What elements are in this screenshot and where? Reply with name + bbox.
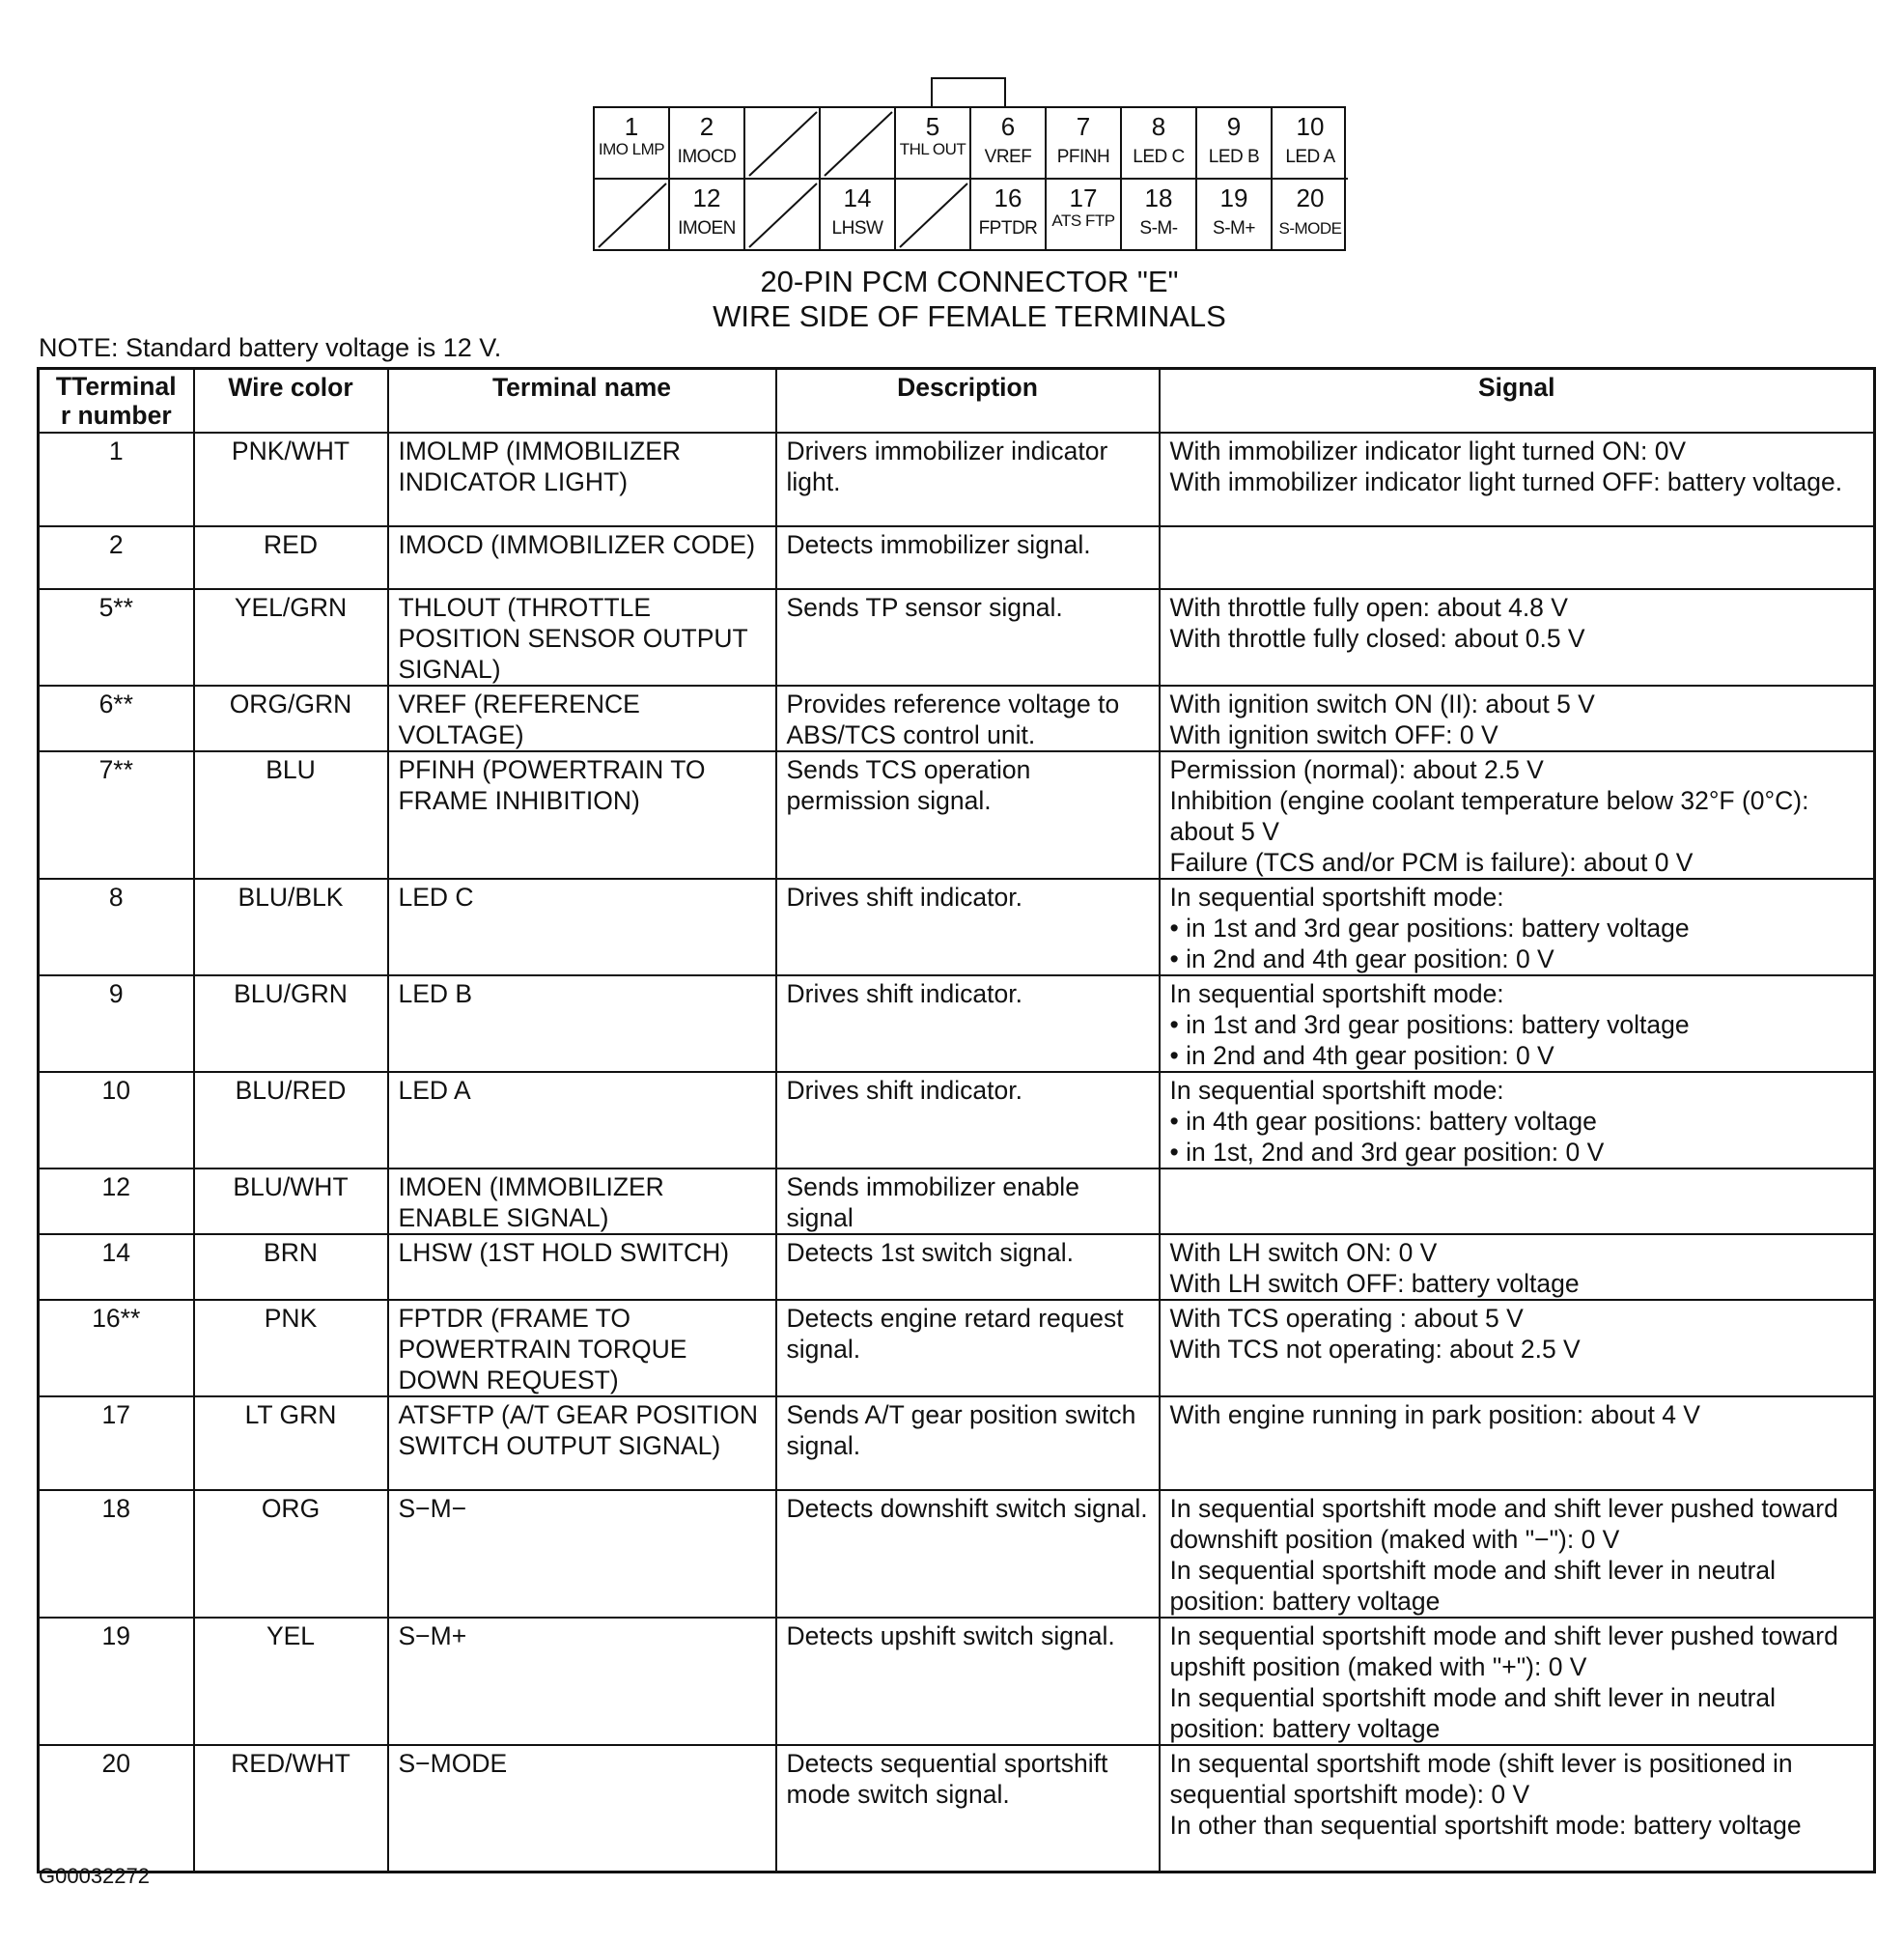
terminal-name-cell: S−MODE	[388, 1745, 776, 1872]
wire-color-cell: YEL	[194, 1618, 388, 1745]
pin-number: 18	[1144, 183, 1173, 212]
pin-number: 20	[1296, 183, 1325, 212]
signal-line: With LH switch OFF: battery voltage	[1169, 1269, 1580, 1298]
terminal-number-cell: 12	[39, 1169, 194, 1234]
signal-cell	[1160, 1072, 1875, 1169]
description-cell: Sends immobilizer enable signal	[776, 1169, 1160, 1234]
signal-line: In sequential sportshift mode:	[1169, 979, 1504, 1008]
table-row	[39, 751, 1875, 879]
connector-pin-blank	[821, 108, 896, 180]
wire-color-cell: BLU	[194, 751, 388, 879]
header-terminal-name: Terminal name	[388, 369, 776, 434]
terminal-name-cell: IMOLMP (IMMOBILIZER INDICATOR LIGHT)	[388, 433, 776, 526]
pin-label: IMOCD	[677, 147, 737, 167]
terminal-name-cell: S−M+	[388, 1618, 776, 1745]
pin-label: THL OUT	[899, 140, 966, 158]
signal-line: With engine running in park position: about 4 V	[1169, 1400, 1700, 1429]
slash-line	[749, 112, 817, 176]
signal-cell	[1160, 1396, 1875, 1490]
signal-line: Permission (normal): about 2.5 V	[1169, 755, 1544, 784]
pin-label: VREF	[984, 147, 1032, 167]
terminal-table	[37, 367, 1876, 1873]
connector-pin	[1047, 180, 1122, 251]
terminal-number-cell: 20	[39, 1745, 194, 1872]
description-cell: Detects engine retard request signal.	[776, 1300, 1160, 1396]
signal-line: With TCS operating : about 5 V	[1169, 1304, 1524, 1333]
terminal-number-cell: 10	[39, 1072, 194, 1169]
signal-line: • in 2nd and 4th gear position: 0 V	[1169, 1041, 1554, 1070]
pin-label: S-MODE	[1278, 219, 1342, 238]
table-row	[39, 526, 1875, 589]
signal-line: • in 1st, 2nd and 3rd gear position: 0 V	[1169, 1138, 1605, 1167]
signal-cell	[1160, 589, 1875, 686]
pin-label: PFINH	[1056, 147, 1110, 167]
blank-pin-slash	[745, 180, 821, 251]
figure-code: G00032272	[39, 1864, 150, 1888]
connector-pin-blank	[595, 180, 670, 251]
pin-number: 7	[1076, 112, 1091, 141]
terminal-number-cell: 1	[39, 433, 194, 526]
pin-label: S-M+	[1213, 218, 1255, 239]
wire-color-cell: LT GRN	[194, 1396, 388, 1490]
connector-latch	[931, 77, 1006, 108]
pin-number: 5	[925, 112, 940, 141]
terminal-name-cell: LHSW (1ST HOLD SWITCH)	[388, 1234, 776, 1300]
connector-pin	[971, 108, 1047, 180]
signal-line: With immobilizer indicator light turned ON: 0V	[1169, 436, 1687, 465]
signal-cell	[1160, 686, 1875, 751]
pin-number: 14	[843, 183, 872, 212]
table-row	[39, 589, 1875, 686]
table-row	[39, 433, 1875, 526]
terminal-number-cell: 5**	[39, 589, 194, 686]
connector-pin	[821, 180, 896, 251]
terminal-number-cell: 8	[39, 879, 194, 975]
connector-pin-blank	[896, 180, 971, 251]
table-row	[39, 1234, 1875, 1300]
signal-line: • in 1st and 3rd gear positions: battery voltage	[1169, 1010, 1690, 1039]
pin-number: 6	[1000, 112, 1016, 141]
connector-diagram	[593, 106, 1346, 251]
terminal-name-cell: IMOEN (IMMOBILIZER ENABLE SIGNAL)	[388, 1169, 776, 1234]
pin-number: 19	[1219, 183, 1248, 212]
pin-label: IMOEN	[678, 218, 736, 239]
terminal-number-cell: 16**	[39, 1300, 194, 1396]
connector-pin	[1273, 108, 1348, 180]
header-signal: Signal	[1160, 369, 1875, 434]
description-cell: Drives shift indicator.	[776, 975, 1160, 1072]
pin-number: 9	[1226, 112, 1242, 141]
connector-pin	[670, 108, 745, 180]
table-row	[39, 1618, 1875, 1745]
signal-line: With TCS not operating: about 2.5 V	[1169, 1335, 1581, 1364]
terminal-name-cell: ATSFTP (A/T GEAR POSITION SWITCH OUTPUT SIGNAL)	[388, 1396, 776, 1490]
wire-color-cell: BLU/GRN	[194, 975, 388, 1072]
pin-label: LED C	[1133, 147, 1185, 167]
signal-line: In other than sequential sportshift mode: battery voltage	[1169, 1811, 1802, 1840]
pin-label: S-M-	[1139, 218, 1178, 239]
table-row	[39, 686, 1875, 751]
signal-cell	[1160, 1490, 1875, 1618]
description-cell: Sends TP sensor signal.	[776, 589, 1160, 686]
wire-color-cell: ORG	[194, 1490, 388, 1618]
connector-pin	[1197, 180, 1273, 251]
slash-line	[900, 183, 967, 247]
wire-color-cell: ORG/GRN	[194, 686, 388, 751]
voltage-note: NOTE: Standard battery voltage is 12 V.	[39, 333, 502, 362]
terminal-number-cell: 7**	[39, 751, 194, 879]
connector-pin	[1047, 108, 1122, 180]
caption-line-1: 20-PIN PCM CONNECTOR "E"	[760, 265, 1179, 298]
blank-pin-slash	[595, 180, 670, 251]
description-cell: Drivers immobilizer indicator light.	[776, 433, 1160, 526]
signal-line: In sequential sportshift mode and shift lever pushed toward upshift position (maked with "+"): 0 V	[1169, 1621, 1838, 1681]
signal-cell	[1160, 975, 1875, 1072]
signal-cell	[1160, 1300, 1875, 1396]
signal-cell	[1160, 1745, 1875, 1872]
description-cell: Sends A/T gear position switch signal.	[776, 1396, 1160, 1490]
table-row	[39, 1396, 1875, 1490]
pin-label: IMO LMP	[598, 140, 665, 158]
description-cell: Provides reference voltage to ABS/TCS control unit.	[776, 686, 1160, 751]
description-cell: Sends TCS operation permission signal.	[776, 751, 1160, 879]
signal-line: Inhibition (engine coolant temperature below 32°F (0°C): about 5 V	[1169, 786, 1809, 846]
wire-color-cell: PNK	[194, 1300, 388, 1396]
wire-color-cell: BLU/WHT	[194, 1169, 388, 1234]
connector-caption	[593, 265, 1346, 334]
terminal-number-cell: 9	[39, 975, 194, 1072]
description-cell: Detects immobilizer signal.	[776, 526, 1160, 589]
terminal-name-cell: LED A	[388, 1072, 776, 1169]
wire-color-cell: YEL/GRN	[194, 589, 388, 686]
signal-cell	[1160, 526, 1875, 589]
connector-pin	[1197, 108, 1273, 180]
blank-pin-slash	[821, 108, 896, 180]
signal-line: In sequential sportshift mode and shift lever in neutral position: battery voltage	[1169, 1556, 1777, 1616]
terminal-number-cell: 18	[39, 1490, 194, 1618]
connector-pin	[1122, 108, 1197, 180]
terminal-name-cell: THLOUT (THROTTLE POSITION SENSOR OUTPUT SIGNAL)	[388, 589, 776, 686]
connector-pin	[896, 108, 971, 180]
signal-line: • in 2nd and 4th gear position: 0 V	[1169, 944, 1554, 973]
pin-label: LED B	[1208, 147, 1260, 167]
slash-line	[825, 112, 892, 176]
table-row	[39, 1300, 1875, 1396]
terminal-number-cell: 6**	[39, 686, 194, 751]
slash-line	[599, 183, 666, 247]
connector-pin	[971, 180, 1047, 251]
connector-pin-blank	[745, 108, 821, 180]
wire-color-cell: BLU/BLK	[194, 879, 388, 975]
slash-line	[749, 183, 817, 247]
table-row	[39, 879, 1875, 975]
pin-label: FPTDR	[978, 218, 1038, 239]
description-cell: Drives shift indicator.	[776, 1072, 1160, 1169]
header-terminal-number: TTerminal r number	[39, 369, 194, 434]
signal-cell	[1160, 1169, 1875, 1234]
signal-line: In sequental sportshift mode (shift lever is positioned in sequential sportshift mode): 0 V	[1169, 1749, 1793, 1809]
pin-label: ATS FTP	[1051, 211, 1115, 230]
table-row	[39, 975, 1875, 1072]
terminal-number-cell: 2	[39, 526, 194, 589]
terminal-name-cell: PFINH (POWERTRAIN TO FRAME INHIBITION)	[388, 751, 776, 879]
pin-number: 16	[994, 183, 1022, 212]
connector-pin-blank	[745, 180, 821, 251]
pin-number: 2	[699, 112, 714, 141]
table-header-row	[39, 369, 1875, 434]
terminal-name-cell: FPTDR (FRAME TO POWERTRAIN TORQUE DOWN REQUEST)	[388, 1300, 776, 1396]
signal-line: In sequential sportshift mode:	[1169, 1076, 1504, 1105]
pin-number: 17	[1069, 183, 1098, 212]
connector-pin	[1273, 180, 1348, 251]
header-description: Description	[776, 369, 1160, 434]
table-row	[39, 1169, 1875, 1234]
signal-cell	[1160, 751, 1875, 879]
blank-pin-slash	[745, 108, 821, 180]
pin-number: 10	[1296, 112, 1325, 141]
wire-color-cell: RED	[194, 526, 388, 589]
header-wire-color: Wire color	[194, 369, 388, 434]
connector-pin	[670, 180, 745, 251]
terminal-number-cell: 14	[39, 1234, 194, 1300]
signal-line: Failure (TCS and/or PCM is failure): about 0 V	[1169, 848, 1694, 877]
signal-line: With throttle fully closed: about 0.5 V	[1169, 624, 1585, 653]
signal-line: • in 4th gear positions: battery voltage	[1169, 1107, 1597, 1136]
terminal-number-cell: 17	[39, 1396, 194, 1490]
signal-line: With ignition switch OFF: 0 V	[1169, 720, 1498, 749]
pin-number: 1	[624, 112, 639, 141]
wire-color-cell: RED/WHT	[194, 1745, 388, 1872]
pin-label: LHSW	[831, 218, 883, 239]
signal-cell	[1160, 1234, 1875, 1300]
terminal-name-cell: LED B	[388, 975, 776, 1072]
signal-line: • in 1st and 3rd gear positions: battery voltage	[1169, 914, 1690, 943]
wire-color-cell: PNK/WHT	[194, 433, 388, 526]
connector-pin	[1122, 180, 1197, 251]
signal-line: With LH switch ON: 0 V	[1169, 1238, 1438, 1267]
connector-pin	[595, 108, 670, 180]
caption-line-2: WIRE SIDE OF FEMALE TERMINALS	[713, 299, 1226, 333]
signal-line: With ignition switch ON (II): about 5 V	[1169, 690, 1595, 718]
description-cell: Detects upshift switch signal.	[776, 1618, 1160, 1745]
table-row	[39, 1490, 1875, 1618]
pin-label: LED A	[1285, 147, 1335, 167]
signal-line: With immobilizer indicator light turned OFF: battery voltage.	[1169, 467, 1843, 496]
wire-color-cell: BLU/RED	[194, 1072, 388, 1169]
description-cell: Detects 1st switch signal.	[776, 1234, 1160, 1300]
description-cell: Detects sequential sportshift mode switch signal.	[776, 1745, 1160, 1872]
blank-pin-slash	[896, 180, 971, 251]
description-cell: Detects downshift switch signal.	[776, 1490, 1160, 1618]
signal-cell	[1160, 1618, 1875, 1745]
signal-line: In sequential sportshift mode and shift lever pushed toward downshift position (maked with "−"): 0 V	[1169, 1494, 1838, 1554]
signal-cell	[1160, 433, 1875, 526]
terminal-name-cell: S−M−	[388, 1490, 776, 1618]
signal-cell	[1160, 879, 1875, 975]
signal-line: In sequential sportshift mode:	[1169, 883, 1504, 912]
wire-color-cell: BRN	[194, 1234, 388, 1300]
table-row	[39, 1072, 1875, 1169]
pin-number: 8	[1151, 112, 1166, 141]
signal-line: With throttle fully open: about 4.8 V	[1169, 593, 1568, 622]
table-row	[39, 1745, 1875, 1872]
terminal-number-cell: 19	[39, 1618, 194, 1745]
description-cell: Drives shift indicator.	[776, 879, 1160, 975]
pin-number: 12	[692, 183, 721, 212]
terminal-name-cell: VREF (REFERENCE VOLTAGE)	[388, 686, 776, 751]
terminal-name-cell: LED C	[388, 879, 776, 975]
signal-line: In sequential sportshift mode and shift lever in neutral position: battery voltage	[1169, 1683, 1777, 1743]
terminal-name-cell: IMOCD (IMMOBILIZER CODE)	[388, 526, 776, 589]
